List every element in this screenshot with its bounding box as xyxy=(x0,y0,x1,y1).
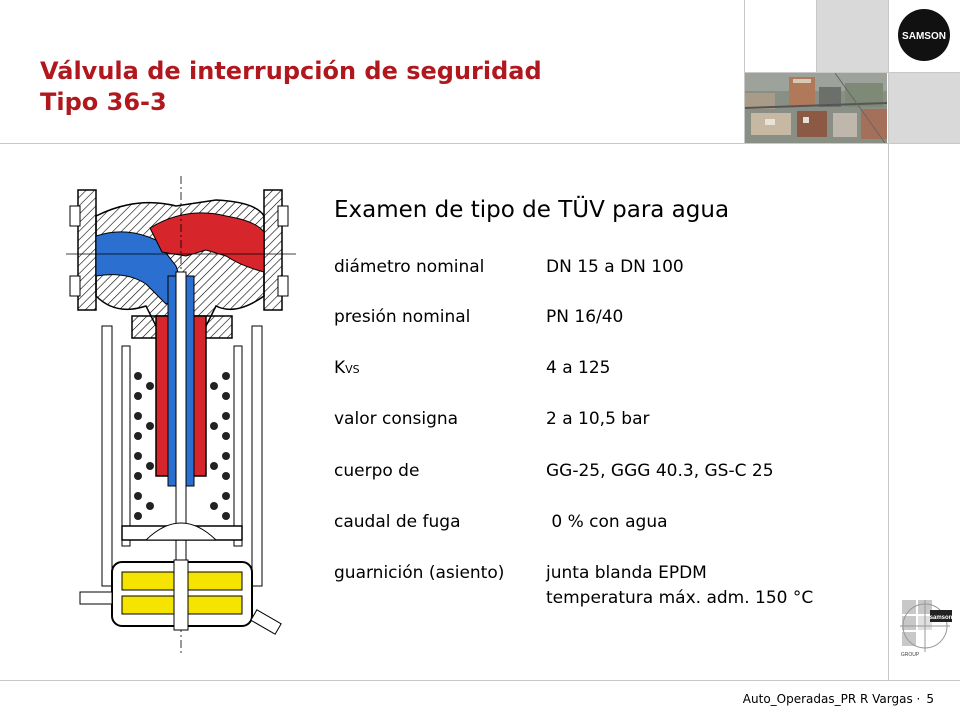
page-title xyxy=(40,56,542,118)
valve-cross-section-diagram xyxy=(66,176,326,656)
spec-label-main: K xyxy=(334,358,346,378)
title-line-1: Válvula de interrupción de seguridad xyxy=(40,57,542,85)
gray-cell xyxy=(817,0,888,72)
spec-label: diámetro nominal xyxy=(334,257,485,277)
spec-label: presión nominal xyxy=(334,307,471,327)
spec-value: DN 15 a DN 100 xyxy=(546,257,684,277)
footer-divider xyxy=(0,680,960,681)
group-logo-samson-text: samson xyxy=(929,615,953,621)
spec-label: guarnición (asiento) xyxy=(334,563,505,583)
spec-label: caudal de fuga xyxy=(334,512,461,532)
samson-logo xyxy=(897,8,951,62)
page-number: 5 xyxy=(926,692,934,706)
spec-value-line-2: temperatura máx. adm. 150 °C xyxy=(546,588,814,608)
spec-label: cuerpo de xyxy=(334,461,420,481)
footer xyxy=(737,692,934,706)
samson-group-logo xyxy=(896,596,954,658)
spec-value: GG-25, GGG 40.3, GS-C 25 xyxy=(546,461,774,481)
logo-text: SAMSON xyxy=(902,31,946,42)
gray-cell-right xyxy=(889,73,960,143)
spec-value: junta blanda EPDM xyxy=(546,563,707,583)
spec-value: 0 % con agua xyxy=(546,512,668,532)
header-divider xyxy=(0,143,960,144)
spec-value: 2 a 10,5 bar xyxy=(546,409,650,429)
spec-value: 4 a 125 xyxy=(546,358,611,378)
section-subtitle: Examen de tipo de TÜV para agua xyxy=(334,197,730,223)
footer-text: Auto_Operadas_PR R Vargas · xyxy=(742,692,921,706)
factory-aerial-photo xyxy=(745,73,887,143)
spec-label xyxy=(334,357,360,381)
group-logo-group-text: GROUP xyxy=(900,652,920,658)
spec-value: PN 16/40 xyxy=(546,307,624,327)
spec-label: valor consigna xyxy=(334,409,459,429)
title-line-2: Tipo 36-3 xyxy=(40,88,167,116)
spec-label-subscript: VS xyxy=(345,363,360,376)
